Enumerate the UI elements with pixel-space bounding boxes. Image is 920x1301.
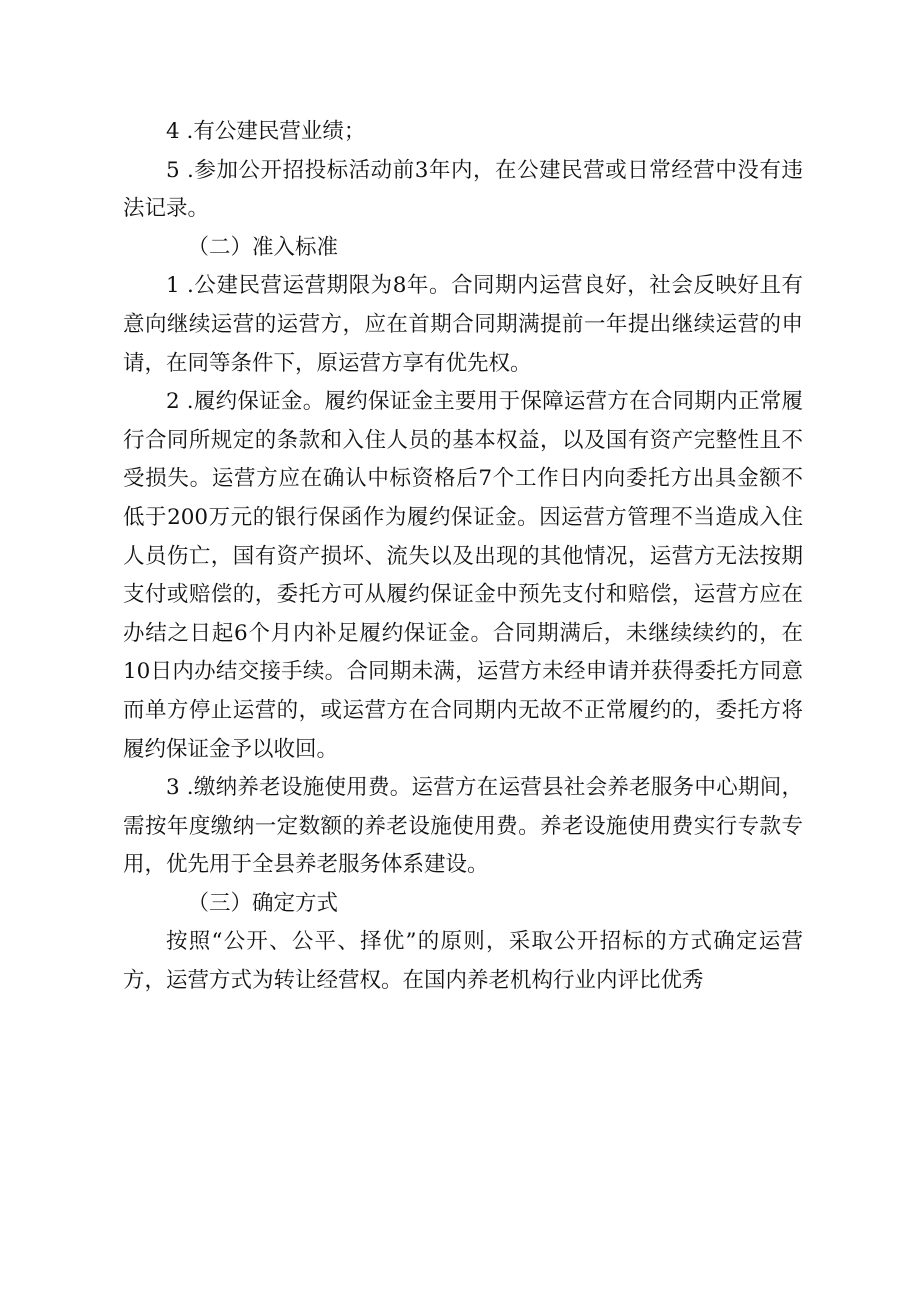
section-heading-access-standard: （二）准入标准 (187, 234, 339, 260)
document-body (123, 113, 803, 1001)
section-heading-determination-method: （三）确定方式 (187, 890, 339, 916)
paragraph-performance-bond: 2 .履约保证金。履约保证金主要用于保障运营方在合同期内正常履行合同所规定的条款和入住人员的基本权益，以及国有资产完整性且不受损失。运营方应在确认中标资格后7个工作日内向委托方出具金额不低于200万元的银行保函作为履约保证金。因运营方管理不当造成入住人员伤亡，国有资产损坏、流失以及出现的其他情况，运营方无法按期支付或赔偿的，委托方可从履约保证金中预先支付和赔偿，运营方应在办结之日起6个月内补足履约保证金。合同期满后，未继续续约的，在10日内办结交接手续。合同期未满，运营方未经申请并获得委托方同意而单方停止运营的，或运营方在合同期内无故不正常履约的，委托方将履约保证金予以收回。 (123, 389, 803, 762)
paragraph-facility-fee: 3 .缴纳养老设施使用费。运营方在运营县社会养老服务中心期间，需按年度缴纳一定数额的养老设施使用费。养老设施使用费实行专款专用，优先用于全县养老服务体系建设。 (123, 775, 803, 878)
paragraph-operation-term: 1 .公建民营运营期限为8年。合同期内运营良好，社会反映好且有意向继续运营的运营方，应在首期合同期满提前一年提出继续运营的申请，在同等条件下，原运营方享有优先权。 (123, 273, 803, 376)
paragraph-selection-principle: 按照“公开、公平、择优”的原则，采取公开招标的方式确定运营方，运营方式为转让经营权。在国内养老机构行业内评比优秀 (123, 929, 803, 994)
paragraph-item-5: 5 .参加公开招投标活动前3年内，在公建民营或日常经营中没有违法记录。 (123, 157, 803, 222)
paragraph-item-4: 4 .有公建民营业绩； (166, 119, 366, 144)
